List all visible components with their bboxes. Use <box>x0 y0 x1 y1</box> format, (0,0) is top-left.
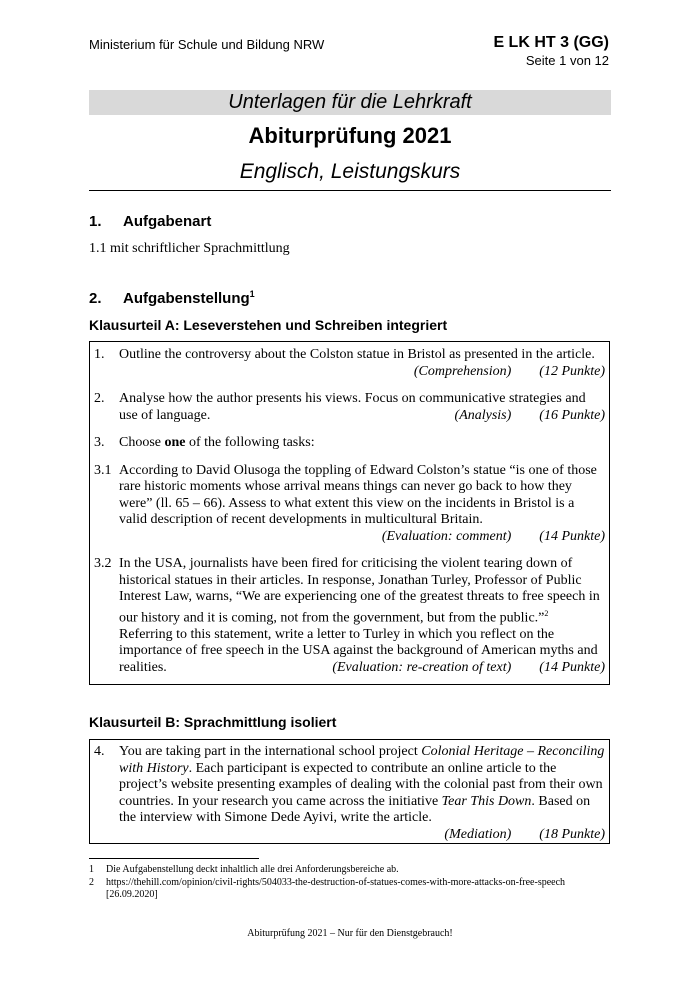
page-footer: Abiturprüfung 2021 – Nur für den Dienstgebrauch! <box>247 928 453 939</box>
section-2-heading <box>89 289 255 307</box>
task-1-category: (Comprehension) <box>413 363 512 379</box>
task-3-2-text: In the USA, journalists have been fired for criticising the violent tearing down of historical statues in their articles. In response, Jonathan Turley, Professor of Public Interest Law, warns, “We are experiencing one of the greatest threats to free speech in our history and it is coming, not from the government, but from the public.”$^2$ Referring to this statement, write a letter to Turley in which you reflect on the importance of free speech in the USA against the background of American myths and <box>119 556 600 659</box>
project-name: Colonial Heritage – Reconciling with History <box>119 744 605 776</box>
task-4-meta <box>90 827 605 844</box>
exam-code: E LK HT 3 (GG) <box>493 34 609 51</box>
ministry-name: Ministerium für Schule und Bildung NRW <box>89 37 325 52</box>
task-3-1 <box>90 463 609 546</box>
teacher-note-title: Unterlagen für die Lehrkraft <box>228 91 472 113</box>
part-b-task-box <box>89 739 610 844</box>
title-divider <box>89 190 611 191</box>
task-3 <box>90 435 609 452</box>
task-3-2-last-line <box>119 660 605 677</box>
footnote-1 <box>89 864 616 876</box>
task-1-text: Outline the controversy about the Colston statue in Bristol as presented in the article. <box>119 347 595 362</box>
task-3-2-points: (14 Punkte) <box>539 659 605 675</box>
task-3-1-points: (14 Punkte) <box>539 528 605 544</box>
task-2-last-line <box>119 408 605 425</box>
task-3-2-number: 3.2 <box>94 556 112 571</box>
task-2 <box>90 391 609 424</box>
task-3-number: 3. <box>94 435 105 450</box>
task-3-2-category: (Evaluation: re-creation of text) <box>332 659 512 675</box>
task-2-text-end: use of language. <box>119 407 211 423</box>
footnote-divider <box>89 858 259 859</box>
task-4-text: You are taking part in the international school project Colonial Heritage – Reconciling with History. Each participant is expected to contribute an online article to the project’s website presenting examples of dealing with the colonial past from their own countries. In your research you came across the initiative Tear This Down. Based on the interview with Simone Dede Ayivi, write the article. <box>119 744 605 825</box>
initiative-name: Tear This Down <box>441 793 532 809</box>
task-2-category: (Analysis) <box>454 407 512 423</box>
task-2-text: Analyse how the author presents his views. Focus on communicative strategies and <box>119 391 586 406</box>
task-4-points: (18 Punkte) <box>539 826 605 842</box>
footnote-ref-2: 2 <box>544 608 549 618</box>
task-3-emphasis: one <box>164 435 186 450</box>
footnote-ref-1: 1 <box>249 289 255 299</box>
part-b-heading: Klausurteil B: Sprachmittlung isoliert <box>89 714 337 730</box>
task-3-2 <box>90 556 609 676</box>
part-a-task-box <box>89 341 610 685</box>
section-1-heading <box>89 213 211 230</box>
footnote-1-text: Die Aufgabenstellung deckt inhaltlich alle drei Anforderungsbereiche ab. <box>106 864 399 875</box>
task-1-meta <box>90 364 605 381</box>
page-title: Abiturprüfung 2021 <box>248 123 452 148</box>
section-2-title: Aufgabenstellung <box>123 290 250 307</box>
part-a-heading: Klausurteil A: Leseverstehen und Schreiben integriert <box>89 317 448 333</box>
task-3-1-text: According to David Olusoga the toppling of Edward Colston’s statue “is one of those rare historic moments whose arrival means things can never go back to how they were” (ll. 65 – 66). Assess to what extent this view on the incidents in Bristol is a valid description of recent developments in multicultural Britain. <box>119 462 597 527</box>
task-4 <box>90 744 609 843</box>
section-1-title: Aufgabenart <box>123 213 212 230</box>
section-2-number: 2. <box>89 290 102 307</box>
subject-title: Englisch, Leistungskurs <box>239 160 461 183</box>
task-1-number: 1. <box>94 347 105 362</box>
task-2-number: 2. <box>94 391 105 406</box>
task-1 <box>90 347 609 380</box>
task-3-2-text-end: realities. <box>119 659 167 675</box>
task-3-text: Choose one of the following tasks: <box>119 435 315 450</box>
task-4-number: 4. <box>94 744 105 759</box>
page-indicator: Seite 1 von 12 <box>525 53 609 68</box>
task-type-text: 1.1 mit schriftlicher Sprachmittlung <box>89 241 290 256</box>
task-3-1-number: 3.1 <box>94 462 112 478</box>
task-4-category: (Mediation) <box>444 826 512 842</box>
footnote-2-text: https://thehill.com/opinion/civil-rights/504033-the-destruction-of-statues-comes-with-more-attacks-on-free-speech [26.09.2020] <box>106 877 566 900</box>
task-1-points: (12 Punkte) <box>539 363 605 379</box>
footnote-2 <box>89 877 616 901</box>
task-2-points: (16 Punkte) <box>539 407 605 423</box>
footnote-1-number: 1 <box>89 864 94 875</box>
footnote-2-number: 2 <box>89 877 94 888</box>
task-3-1-category: (Evaluation: comment) <box>381 528 512 544</box>
section-1-number: 1. <box>89 213 102 230</box>
task-3-1-meta <box>90 529 605 546</box>
